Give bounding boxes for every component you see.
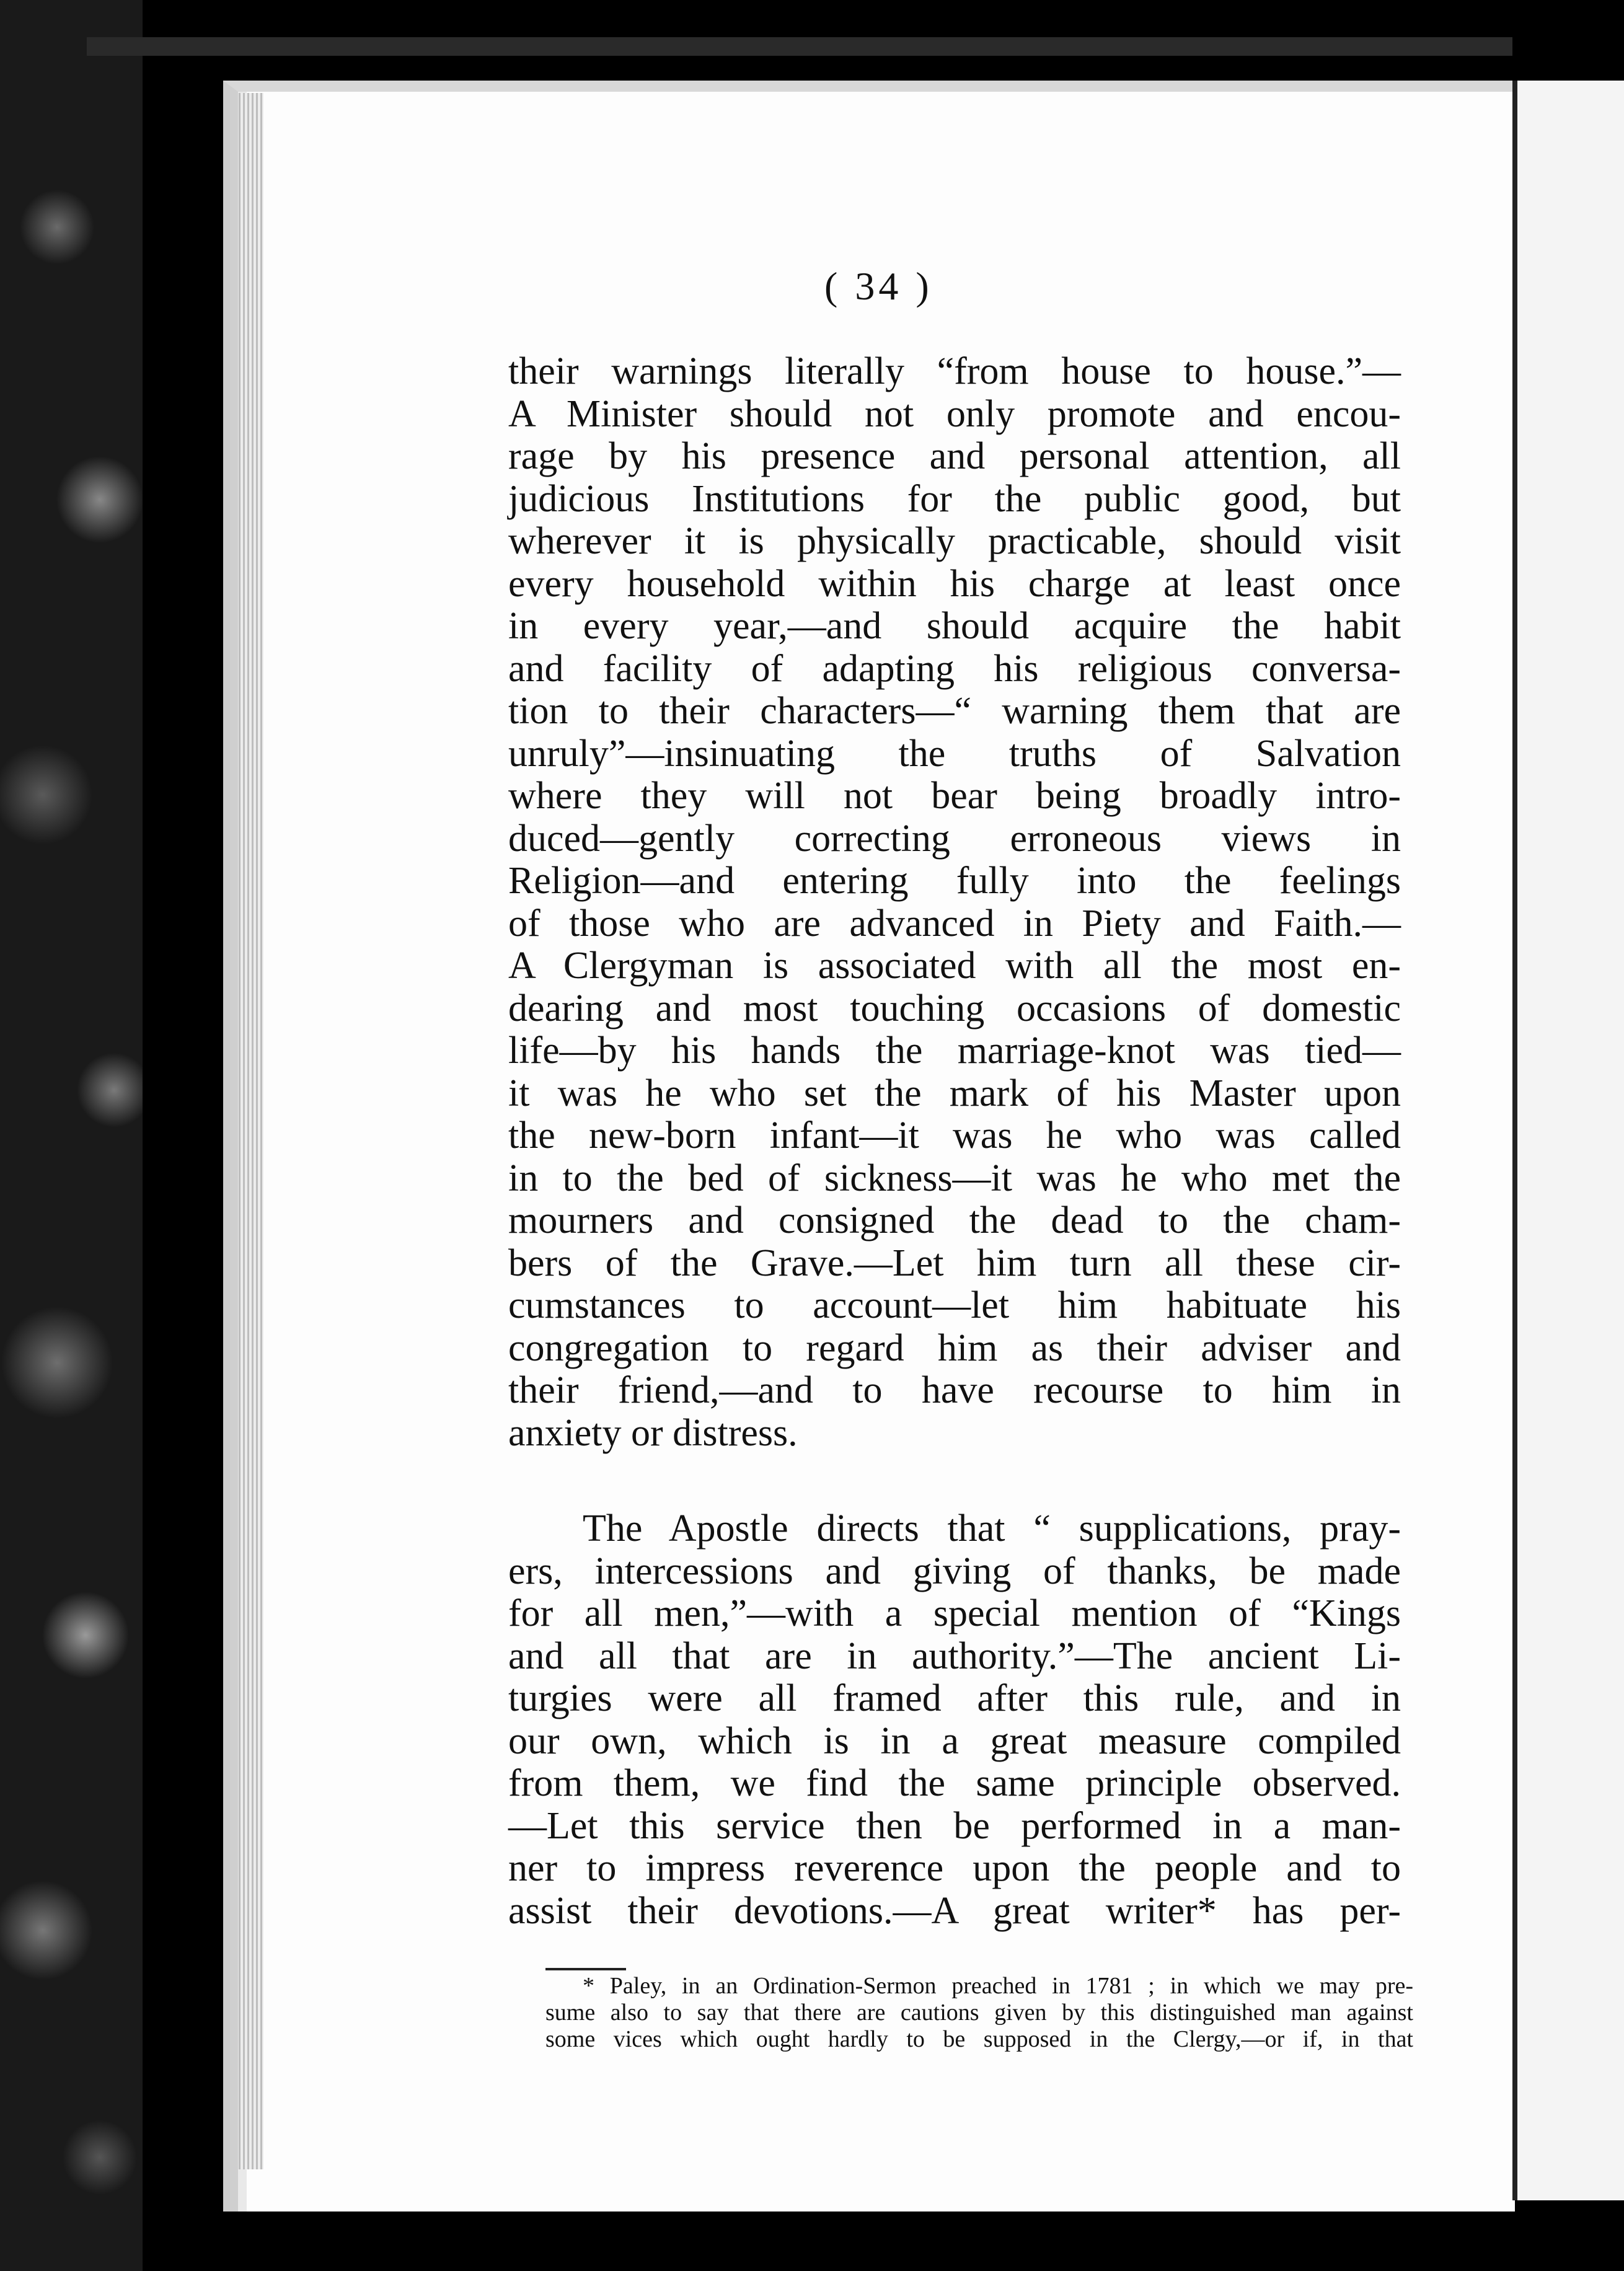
scan-border-top bbox=[87, 37, 1512, 56]
text-line: and facility of adapting his religious conversa- bbox=[508, 647, 1401, 690]
text-line: ers, intercessions and giving of thanks, be made bbox=[508, 1550, 1401, 1592]
text-line: —Let this service then be performed in a man- bbox=[508, 1804, 1401, 1847]
paragraph-spacer bbox=[508, 1454, 1401, 1507]
text-line: A Clergyman is associated with all the most en- bbox=[508, 945, 1401, 987]
text-line: their warnings literally “from house to house.”— bbox=[508, 350, 1401, 392]
text-line: rage by his presence and personal attention, all bbox=[508, 435, 1401, 477]
text-line: turgies were all framed after this rule, and in bbox=[508, 1677, 1401, 1719]
text-line: wherever it is physically practicable, should visit bbox=[508, 520, 1401, 562]
text-line: for all men,”—with a special mention of “Kings bbox=[508, 1592, 1401, 1634]
text-line: assist their devotions.—A great writer* has per- bbox=[508, 1889, 1401, 1932]
footnote bbox=[545, 1973, 1413, 2053]
footnote-rule bbox=[545, 1968, 626, 1970]
paragraph-1 bbox=[508, 350, 1401, 1454]
text-line: congregation to regard him as their adviser and bbox=[508, 1326, 1401, 1369]
text-line: unruly”—insinuating the truths of Salvation bbox=[508, 732, 1401, 775]
text-line: duced—gently correcting erroneous views in bbox=[508, 817, 1401, 860]
footnote-line: sume also to say that there are cautions given by this distinguished man against bbox=[545, 2000, 1413, 2026]
body-text bbox=[508, 350, 1401, 1932]
text-line: ner to impress reverence upon the people and to bbox=[508, 1847, 1401, 1889]
text-line: from them, we find the same principle observed. bbox=[508, 1762, 1401, 1804]
text-line: bers of the Grave.—Let him turn all these cir- bbox=[508, 1241, 1401, 1284]
text-line: in to the bed of sickness—it was he who met the bbox=[508, 1157, 1401, 1199]
text-line: mourners and consigned the dead to the cham- bbox=[508, 1199, 1401, 1241]
page-number: ( 34 ) bbox=[824, 264, 933, 308]
text-line: cumstances to account—let him habituate his bbox=[508, 1284, 1401, 1326]
text-line: tion to their characters—“ warning them that are bbox=[508, 690, 1401, 732]
page-edges bbox=[239, 93, 263, 2169]
text-line: every household within his charge at least once bbox=[508, 562, 1401, 605]
text-line: Religion—and entering fully into the feelings bbox=[508, 860, 1401, 902]
text-line: A Minister should not only promote and encou- bbox=[508, 392, 1401, 435]
text-line: our own, which is in a great measure compiled bbox=[508, 1719, 1401, 1762]
text-line: The Apostle directs that “ supplications, pray- bbox=[583, 1507, 1401, 1550]
facing-page-edge bbox=[1512, 81, 1624, 2200]
text-line: the new-born infant—it was he who was called bbox=[508, 1114, 1401, 1157]
text-line: judicious Institutions for the public good, but bbox=[508, 477, 1401, 520]
text-line: dearing and most touching occasions of domestic bbox=[508, 987, 1401, 1030]
text-line: and all that are in authority.”—The ancient Li- bbox=[508, 1634, 1401, 1677]
paragraph-2 bbox=[508, 1507, 1401, 1932]
text-line: anxiety or distress. bbox=[508, 1411, 798, 1454]
footnote-line: * Paley, in an Ordination-Sermon preached in 1781 ; in which we may pre- bbox=[583, 1973, 1413, 1999]
text-line: of those who are advanced in Piety and Faith.— bbox=[508, 902, 1401, 945]
text-line: it was he who set the mark of his Master upon bbox=[508, 1072, 1401, 1114]
scan-border-left bbox=[0, 0, 143, 2271]
text-line: where they will not bear being broadly intro- bbox=[508, 775, 1401, 817]
text-line: their friend,—and to have recourse to him in bbox=[508, 1369, 1401, 1411]
footnote-line: some vices which ought hardly to be supposed in the Clergy,—or if, in that bbox=[545, 2026, 1413, 2052]
text-line: life—by his hands the marriage-knot was tied— bbox=[508, 1030, 1401, 1072]
text-line: in every year,—and should acquire the habit bbox=[508, 605, 1401, 647]
